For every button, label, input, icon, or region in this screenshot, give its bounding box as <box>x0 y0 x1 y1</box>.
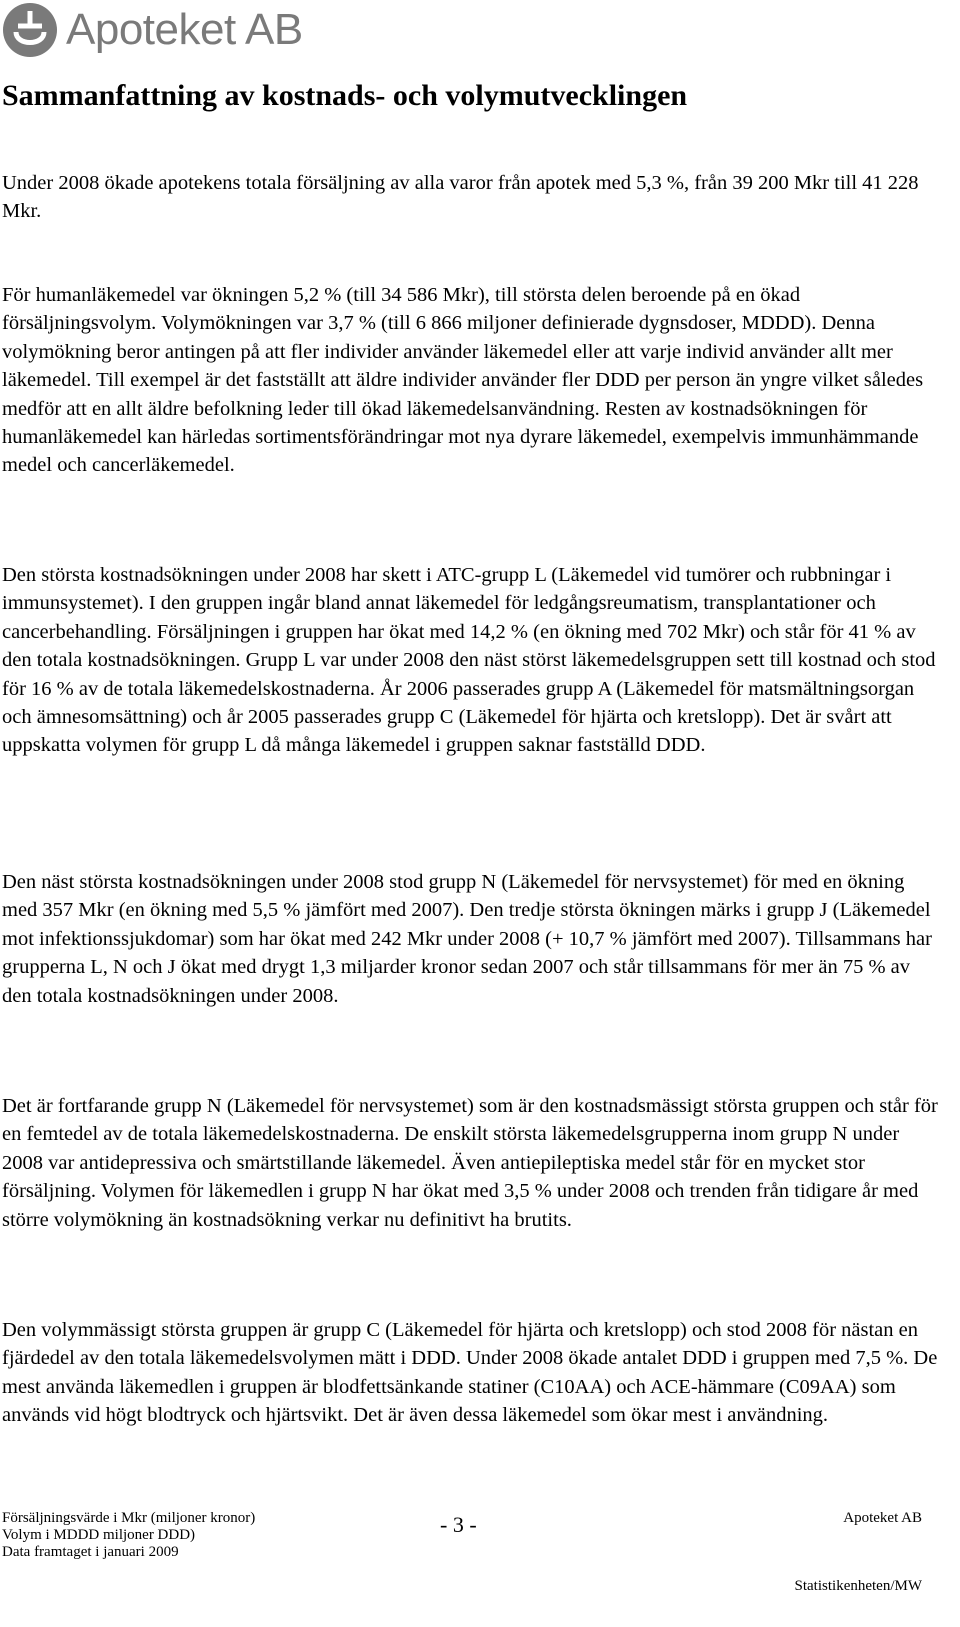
paragraph-group-n-cost: Det är fortfarande grupp N (Läkemedel för nervsystemet) som är den kostnadsmässigt största gruppen och står för en femtedel av de totala läkemedelskostnaderna. De enskilt största läkemedelsgrupperna inom grupp N under 2008 var antidepressiva och smärtstillande läkemedel. Även antiepileptiska medel står för en mycket stor försäljning. Volymen för läkemedlen i grupp N har ökat med 3,5 % under 2008 och trenden från tidigare år med större volymökning än kostnadsökning verkar nu definitivt ha brutits. <box>2 1095 938 1231</box>
footer-note: Data framtaget i januari 2009 <box>2 1544 179 1560</box>
footer-note: Försäljningsvärde i Mkr (miljoner kronor) <box>2 1510 256 1526</box>
apoteket-logo <box>2 2 303 58</box>
paragraph-human-medicine: För humanläkemedel var ökningen 5,2 % (till 34 586 Mkr), till största delen beroende på en ökad försäljningsvolym. Volymökningen var 3,7 % (till 6 866 miljoner definierade dygnsdoser, MDDD). Denna volymökning beror antingen på att fler individer använder läkemedel eller att varje individ använder allt mer läkemedel. Till exempel är det fastställt att äldre individer använder fler DDD per person än yngre vilket således medför att en allt äldre befolkning leder till ökad läkemedelsanvändning. Resten av kostnadsökningen för humanläkemedel kan härledas sortimentsförändringar mot nya dyrare läkemedel, exempelvis immunhämmande medel och cancerläkemedel. <box>2 284 924 477</box>
footer-company: Apoteket AB <box>843 1510 922 1526</box>
paragraph-group-c-volume: Den volymmässigt största gruppen är grupp C (Läkemedel för hjärta och kretslopp) och stod 2008 för nästan en fjärdedel av den totala läkemedelsvolymen mätt i DDD. Under 2008 ökade antalet DDD i gruppen med 7,5 %. De mest använda läkemedlen i gruppen är blodfettsänkande statiner (C10AA) och ACE-hämmare (C09AA) som används vid högt blodtryck och hjärtsvikt. Det är även dessa läkemedel som ökar mest i användning. <box>2 1319 938 1427</box>
footer-notes <box>2 1510 255 1561</box>
footer-note: Volym i MDDD miljoner DDD) <box>2 1527 196 1543</box>
paragraph-total-sales: Under 2008 ökade apotekens totala försäljning av alla varor från apotek med 5,3 %, från 39 200 Mkr till 41 228 Mkr. <box>2 172 919 223</box>
page-title: Sammanfattning av kostnads- och volymutvecklingen <box>2 79 688 112</box>
page-number: - 3 - <box>440 1512 477 1537</box>
paragraph-group-n-j: Den näst största kostnadsökningen under 2008 stod grupp N (Läkemedel för nervsystemet) för med en ökning med 357 Mkr (en ökning med 5,5 % jämfört med 2007). Den tredje största ökningen märks i grupp J (Läkemedel mot infektionssjukdomar) som har ökat med 242 Mkr under 2008 (+ 10,7 % jämfört med 2007). Tillsammans har grupperna L, N och J ökat med drygt 1,3 miljarder kronor sedan 2007 och står tillsammans för mer än 75 % av den totala kostnadsökningen under 2008. <box>2 871 932 1007</box>
logo-text: Apoteket AB <box>66 5 303 54</box>
footer-department: Statistikenheten/MW <box>794 1578 922 1594</box>
apoteket-mark-icon <box>2 2 58 58</box>
paragraph-group-l: Den största kostnadsökningen under 2008 har skett i ATC-grupp L (Läkemedel vid tumörer och rubbningar i immunsystemet). I den gruppen ingår bland annat läkemedel för ledgångsreumatism, transplantationer och cancerbehandling. Försäljningen i gruppen har ökat med 14,2 % (en ökning med 702 Mkr) och står för 41 % av den totala kostnadsökningen. Grupp L var under 2008 den näst störst läkemedelsgruppen sett till kostnad och stod för 16 % av de totala läkemedelskostnaderna. År 2006 passerades grupp A (Läkemedel för matsmältningsorgan och ämnesomsättning) och år 2005 passerades grupp C (Läkemedel för hjärta och kretslopp). Det är svårt att uppskatta volymen för grupp L då många läkemedel i gruppen saknar fastställd DDD. <box>2 564 936 757</box>
